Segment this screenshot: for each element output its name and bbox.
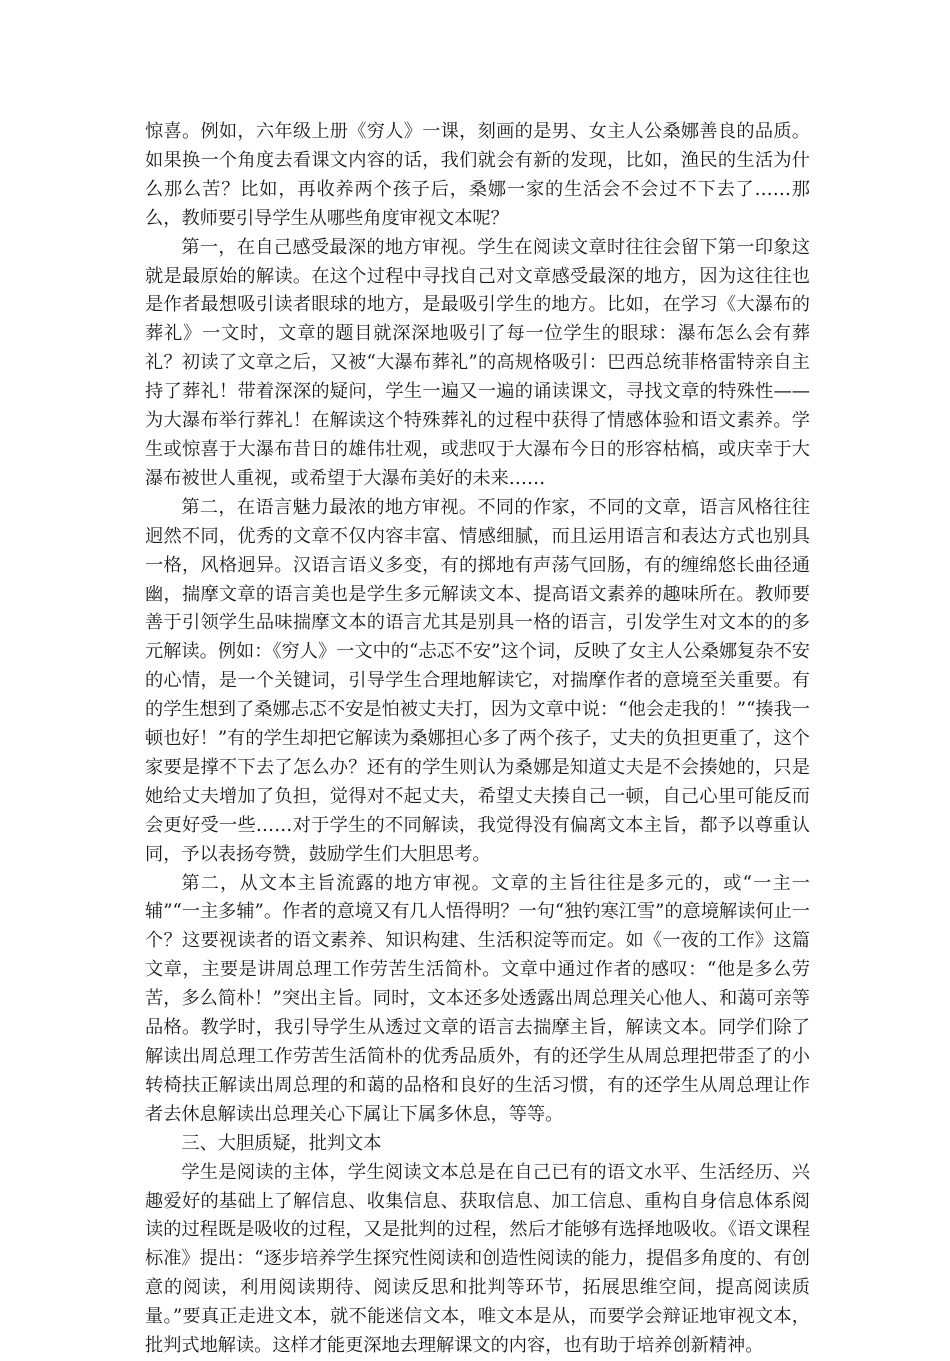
document-body — [145, 118, 810, 1361]
paragraph-critical-reading: 学生是阅读的主体，学生阅读文本总是在自己已有的语文水平、生活经历、兴趣爱好的基础上了解信息、收集信息、获取信息、加工信息、重构自身信息体系阅读的过程既是吸收的过程，又是批判的过程，然后才能够有选择地吸收。《语文课程标准》提出：“逐步培养学生探究性阅读和创造性阅读的能力，提倡多角度的、有创意的阅读，利用阅读期待、阅读反思和批判等环节，拓展思维空间，提高阅读质量。”要真正走进文本，就不能迷信文本，唯文本是从，而要学会辩证地审视文本，批判式地解读。这样才能更深地去理解课文的内容，也有助于培养创新精神。 — [145, 1161, 810, 1357]
paragraph-intro: 惊喜。例如，六年级上册《穷人》一课，刻画的是男、女主人公桑娜善良的品质。如果换一个角度去看课文内容的话，我们就会有新的发现，比如，渔民的生活为什么那么苦？比如，再收养两个孩子后，桑娜一家的生活会不会过不下去了……那么，教师要引导学生从哪些角度审视文本呢？ — [145, 121, 810, 229]
paragraph-second-point-language: 第二，在语言魅力最浓的地方审视。不同的作家，不同的文章，语言风格往往迥然不同，优秀的文章不仅内容丰富、情感细腻，而且运用语言和表达方式也别具一格，风格迥异。汉语言语义多变，有的掷地有声荡气回肠，有的缠绵悠长曲径通幽，揣摩文章的语言美也是学生多元解读文本、提高语文素养的趣味所在。教师要善于引领学生品味揣摩文本的语言尤其是别具一格的语言，引发学生对文本的的多元解读。例如：《穷人》一文中的“忐忑不安”这个词，反映了女主人公桑娜复杂不安的心情，是一个关键词，引导学生合理地解读它，对揣摩作者的意境至关重要。有的学生想到了桑娜忐忑不安是怕被丈夫打，因为文章中说：“他会走我的！”“揍我一顿也好！”有的学生却把它解读为桑娜担心多了两个孩子，丈夫的负担更重了，这个家要是撑不下去了怎么办？还有的学生则认为桑娜是知道丈夫是不会揍她的，只是她给丈夫增加了负担，觉得对不起丈夫，希望丈夫揍自己一顿，自己心里可能反而会更好受一些……对于学生的不同解读，我觉得没有偏离文本主旨，都予以尊重认同，予以表扬夸赞，鼓励学生们大胆思考。 — [145, 496, 810, 865]
section-heading: 三、大胆质疑，批判文本 — [181, 1132, 382, 1154]
paragraph-second-point-theme: 第二，从文本主旨流露的地方审视。文章的主旨往往是多元的，或“一主一辅”“一主多辅”。作者的意境又有几人悟得明？一句“独钓寒江雪”的意境解读何止一个？这要视读者的语文素养、知识构建、生活积淀等而定。如《一夜的工作》这篇文章，主要是讲周总理工作劳苦生活简朴。文章中通过作者的感叹：“他是多么劳苦，多么简朴！”突出主旨。同时，文本还多处透露出周总理关心他人、和蔼可亲等品格。教学时，我引导学生从透过文章的语言去揣摩主旨，解读文本。同学们除了解读出周总理工作劳苦生活简朴的优秀品质外，有的还学生从周总理把带歪了的小转椅扶正解读出周总理的和蔼的品格和良好的生活习惯，有的还学生从周总理让作者去休息解读出总理关心下属让下属多休息，等等。 — [145, 872, 810, 1125]
paragraph-first-point: 第一，在自己感受最深的地方审视。学生在阅读文章时往往会留下第一印象这就是最原始的解读。在这个过程中寻找自己对文章感受最深的地方，因为这往往也是作者最想吸引读者眼球的地方，是最吸引学生的地方。比如，在学习《大瀑布的葬礼》一文时，文章的题目就深深地吸引了每一位学生的眼球：瀑布怎么会有葬礼？初读了文章之后，又被“大瀑布葬礼”的高规格吸引：巴西总统菲格雷特亲自主持了葬礼！带着深深的疑问，学生一遍又一遍的诵读课文，寻找文章的特殊性——为大瀑布举行葬礼！在解读这个特殊葬礼的过程中获得了情感体验和语文素养。学生或惊喜于大瀑布昔日的雄伟壮观，或悲叹于大瀑布今日的形容枯槁，或庆幸于大瀑布被世人重视，或希望于大瀑布美好的未来…… — [145, 236, 810, 489]
